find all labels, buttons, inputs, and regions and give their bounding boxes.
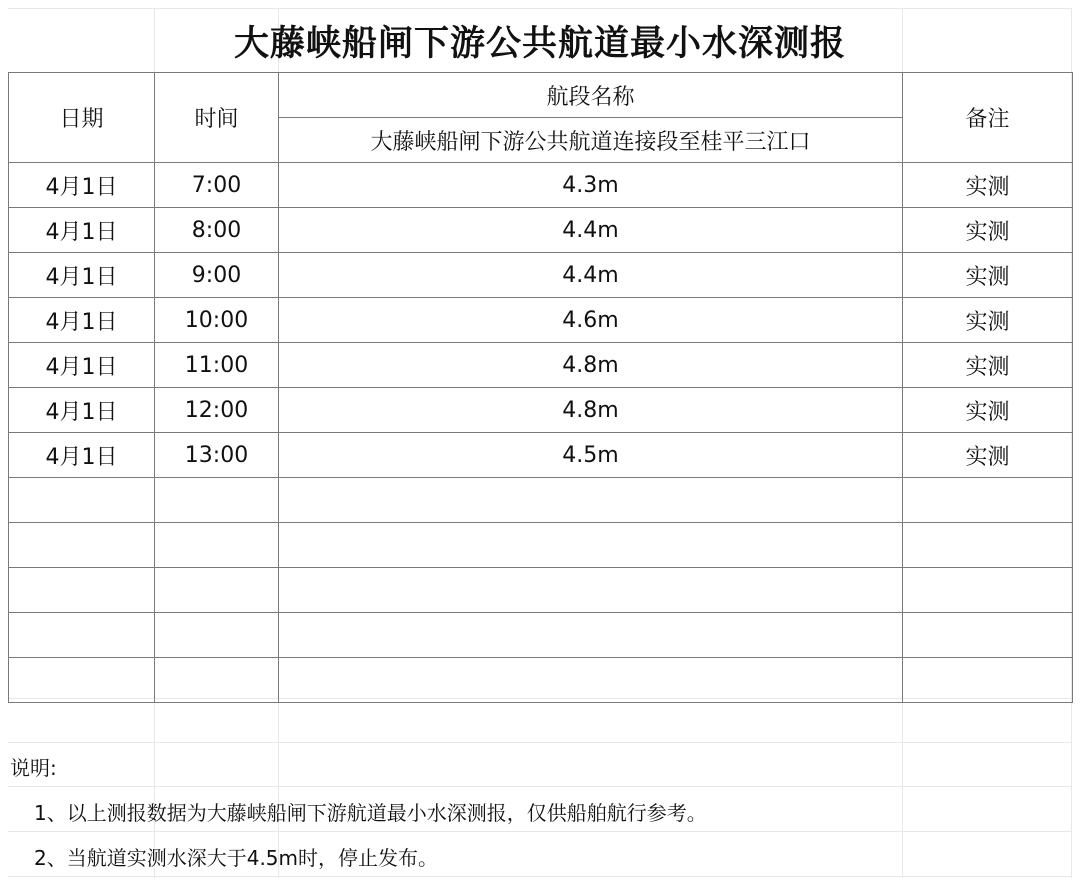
time-cell	[155, 523, 279, 568]
time-cell: 7:00	[155, 163, 279, 208]
report-title: 大藤峡船闸下游公共航道最小水深测报	[233, 24, 846, 64]
remark-cell: 实测	[903, 163, 1073, 208]
date-cell: 4月1日	[9, 253, 155, 298]
time-cell: 11:00	[155, 343, 279, 388]
time-cell: 9:00	[155, 253, 279, 298]
depth-cell	[279, 523, 903, 568]
remark-cell: 实测	[903, 298, 1073, 343]
header-date: 日期	[9, 73, 155, 163]
date-cell: 4月1日	[9, 163, 155, 208]
header-section-name: 大藤峡船闸下游公共航道连接段至桂平三江口	[279, 118, 903, 163]
date-cell: 4月1日	[9, 298, 155, 343]
depth-cell: 4.3m	[279, 163, 903, 208]
table-row	[9, 658, 1073, 703]
note-item-2: 2、当航道实测水深大于4.5m时，停止发布。	[34, 846, 439, 870]
depth-cell: 4.4m	[279, 253, 903, 298]
remark-cell: 实测	[903, 388, 1073, 433]
header-remark: 备注	[903, 73, 1073, 163]
remark-cell	[903, 478, 1073, 523]
time-cell: 12:00	[155, 388, 279, 433]
date-cell	[9, 658, 155, 703]
date-cell	[9, 523, 155, 568]
note-item-1: 1、以上测报数据为大藤峡船闸下游航道最小水深测报，仅供船舶航行参考。	[34, 801, 707, 825]
date-cell: 4月1日	[9, 388, 155, 433]
remark-cell: 实测	[903, 433, 1073, 478]
table-row	[9, 523, 1073, 568]
header-time: 时间	[155, 73, 279, 163]
table-row	[9, 433, 1073, 478]
remark-cell: 实测	[903, 208, 1073, 253]
table-row	[9, 253, 1073, 298]
notes-heading: 说明:	[10, 756, 57, 780]
depth-cell: 4.8m	[279, 388, 903, 433]
header-section-group: 航段名称	[279, 73, 903, 118]
time-cell	[155, 478, 279, 523]
date-cell: 4月1日	[9, 343, 155, 388]
remark-cell: 实测	[903, 253, 1073, 298]
time-cell: 8:00	[155, 208, 279, 253]
depth-cell: 4.4m	[279, 208, 903, 253]
table-row	[9, 568, 1073, 613]
table-row	[9, 388, 1073, 433]
depth-cell: 4.8m	[279, 343, 903, 388]
depth-cell	[279, 613, 903, 658]
remark-cell	[903, 568, 1073, 613]
remark-cell: 实测	[903, 343, 1073, 388]
time-cell	[155, 658, 279, 703]
table-row	[9, 478, 1073, 523]
date-cell	[9, 478, 155, 523]
date-cell: 4月1日	[9, 208, 155, 253]
table-row	[9, 613, 1073, 658]
table-row	[9, 208, 1073, 253]
time-cell: 10:00	[155, 298, 279, 343]
remark-cell	[903, 658, 1073, 703]
remark-cell	[903, 613, 1073, 658]
table-header-row	[9, 73, 1073, 118]
depth-report-table	[8, 72, 1073, 703]
depth-cell	[279, 658, 903, 703]
date-cell: 4月1日	[9, 433, 155, 478]
table-row	[9, 298, 1073, 343]
remark-cell	[903, 523, 1073, 568]
date-cell	[9, 568, 155, 613]
date-cell	[9, 613, 155, 658]
table-row	[9, 163, 1073, 208]
depth-cell	[279, 478, 903, 523]
table-row	[9, 343, 1073, 388]
depth-cell	[279, 568, 903, 613]
time-cell	[155, 613, 279, 658]
time-cell: 13:00	[155, 433, 279, 478]
depth-cell: 4.6m	[279, 298, 903, 343]
depth-cell: 4.5m	[279, 433, 903, 478]
time-cell	[155, 568, 279, 613]
